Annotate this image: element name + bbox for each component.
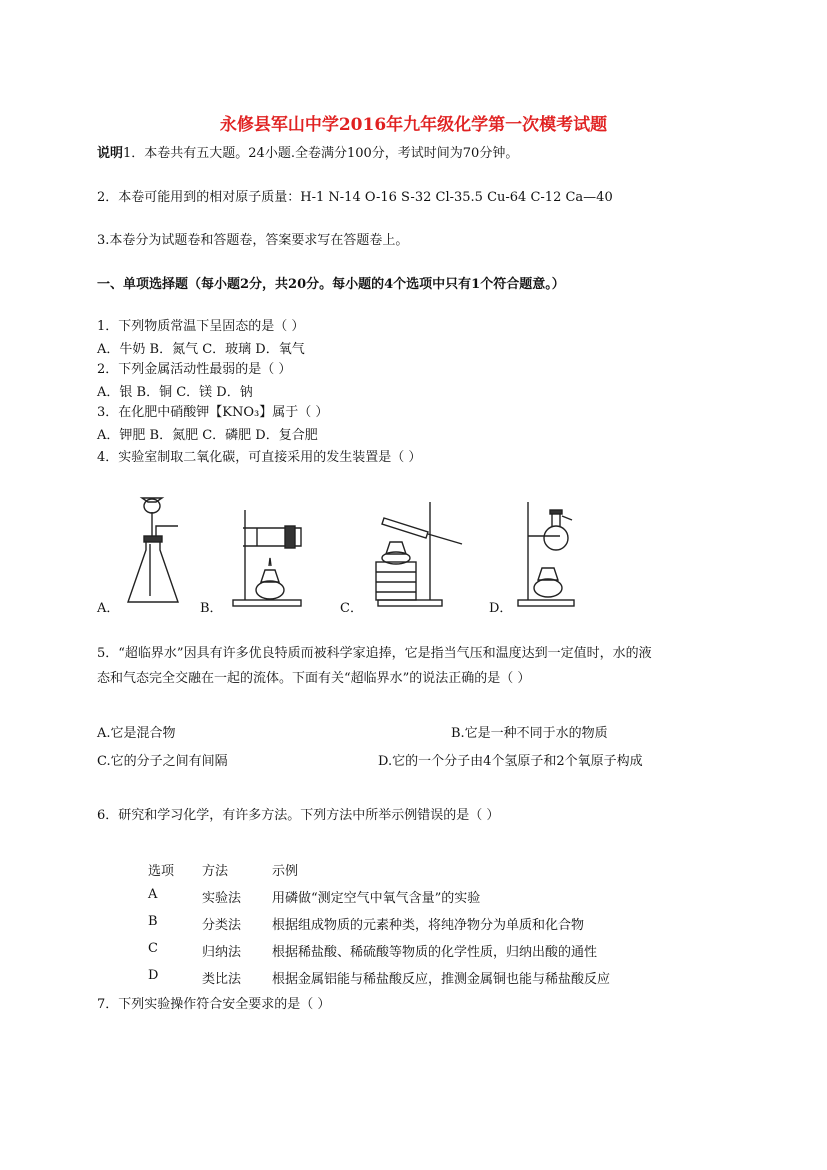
header-option: 选项: [148, 864, 175, 879]
q6-stem: 6．研究和学习化学，有许多方法。下列方法中所举示例错误的是（ ）: [97, 808, 500, 823]
row-option: A: [148, 887, 158, 902]
note-2: 2．本卷可能用到的相对原子质量：H-1 N-14 O-16 S-32 Cl-35.5 Cu-64 C-12 Ca—40: [97, 190, 613, 205]
apparatus-c-heating-icon: [370, 496, 470, 610]
note-1-text: 1．本卷共有五大题。24小题.全卷满分100分，考试时间为70分钟。: [123, 146, 519, 161]
notes-line-1: [97, 146, 518, 162]
q4-label-a: A．: [97, 601, 120, 616]
notes-label: 说明: [97, 146, 124, 161]
q7-stem: 7．下列实验操作符合安全要求的是（ ）: [97, 997, 331, 1012]
q1-options: A．牛奶 B．氮气 C．玻璃 D．氧气: [97, 342, 305, 357]
apparatus-d-flask-icon: [512, 498, 582, 610]
row-example: 根据组成物质的元素种类，将纯净物分为单质和化合物: [272, 918, 585, 933]
q4-stem: 4．实验室制取二氧化碳，可直接采用的发生装置是（ ）: [97, 450, 422, 465]
row-method: 实验法: [202, 891, 242, 906]
q2-stem: 2．下列金属活动性最弱的是（ ）: [97, 362, 292, 377]
q5-option-d: D.它的一个分子由4个氢原子和2个氧原子构成: [378, 754, 643, 769]
table-row: [148, 914, 610, 941]
q2-options: A．银 B．铜 C．镁 D．钠: [97, 385, 253, 400]
q1-stem: 1．下列物质常温下呈固态的是（ ）: [97, 319, 305, 334]
apparatus-b-tube-icon: [225, 500, 315, 610]
row-example: 根据金属铝能与稀盐酸反应，推测金属铜也能与稀盐酸反应: [272, 972, 611, 987]
row-example: 根据稀盐酸、稀硫酸等物质的化学性质，归纳出酸的通性: [272, 945, 598, 960]
exam-title: 永修县军山中学2016年九年级化学第一次模考试题: [219, 115, 608, 135]
q4-label-b: B．: [200, 601, 223, 616]
row-option: B: [148, 914, 158, 929]
table-row: [148, 941, 610, 968]
q3-stem: 3．在化肥中硝酸钾【KNO₃】属于（ ）: [97, 405, 329, 420]
header-method: 方法: [202, 864, 229, 879]
row-method: 分类法: [202, 918, 242, 933]
table-header-row: [148, 860, 610, 887]
row-option: C: [148, 941, 158, 956]
row-example: 用磷做“测定空气中氧气含量”的实验: [272, 891, 481, 906]
section-1-heading: 一、单项选择题（每小题2分，共20分。每小题的4个选项中只有1个符合题意。）: [97, 277, 565, 292]
q5-stem-line-1: 5．“超临界水”因具有许多优良特质而被科学家追捧，它是指当气压和温度达到一定值时，水的液: [97, 646, 652, 661]
table-row: [148, 887, 610, 914]
table-row: [148, 968, 610, 995]
apparatus-a-flask-icon: [120, 492, 188, 610]
q6-methods-table: [148, 860, 610, 995]
q5-option-c: C.它的分子之间有间隔: [97, 754, 228, 769]
row-method: 类比法: [202, 972, 242, 987]
q5-stem-line-2: 态和气态完全交融在一起的流体。下面有关“超临界水”的说法正确的是（ ）: [97, 671, 531, 686]
note-3: 3.本卷分为试题卷和答题卷，答案要求写在答题卷上。: [97, 233, 409, 248]
q4-label-c: C．: [340, 601, 363, 616]
q4-label-d: D．: [489, 601, 513, 616]
header-example: 示例: [272, 864, 299, 879]
q5-option-b: B.它是一种不同于水的物质: [451, 726, 608, 741]
row-method: 归纳法: [202, 945, 242, 960]
q5-option-a: A.它是混合物: [97, 726, 176, 741]
row-option: D: [148, 968, 159, 983]
q3-options: A．钾肥 B．氮肥 C．磷肥 D．复合肥: [97, 428, 318, 443]
